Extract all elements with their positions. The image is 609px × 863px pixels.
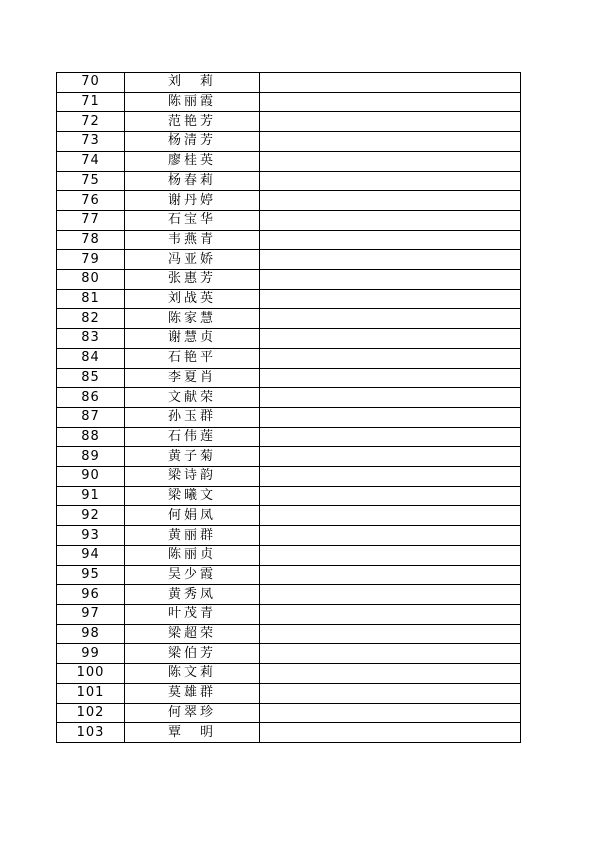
empty-cell (260, 73, 521, 93)
name-cell: 廖桂英 (125, 151, 260, 171)
name-cell: 陈丽霞 (125, 92, 260, 112)
name-cell: 吴少霞 (125, 565, 260, 585)
row-number-cell: 102 (57, 703, 125, 723)
empty-cell (260, 723, 521, 743)
row-number-cell: 84 (57, 348, 125, 368)
table-row (57, 447, 521, 467)
row-number-cell: 92 (57, 506, 125, 526)
row-number-cell: 88 (57, 427, 125, 447)
table-row (57, 664, 521, 684)
empty-cell (260, 191, 521, 211)
name-cell: 梁超荣 (125, 624, 260, 644)
row-number-cell: 101 (57, 683, 125, 703)
table-row (57, 73, 521, 93)
empty-cell (260, 545, 521, 565)
name-cell: 黄子菊 (125, 447, 260, 467)
table-row (57, 250, 521, 270)
empty-cell (260, 270, 521, 290)
name-cell: 何翠珍 (125, 703, 260, 723)
row-number-cell: 90 (57, 467, 125, 487)
row-number-cell: 100 (57, 664, 125, 684)
name-cell: 孙玉群 (125, 407, 260, 427)
empty-cell (260, 703, 521, 723)
table-row (57, 486, 521, 506)
empty-cell (260, 486, 521, 506)
row-number-cell: 75 (57, 171, 125, 191)
table-row (57, 644, 521, 664)
row-number-cell: 78 (57, 230, 125, 250)
row-number-cell: 85 (57, 368, 125, 388)
row-number-cell: 72 (57, 112, 125, 132)
empty-cell (260, 506, 521, 526)
row-number-cell: 87 (57, 407, 125, 427)
row-number-cell: 77 (57, 210, 125, 230)
table-row (57, 151, 521, 171)
name-cell: 杨春莉 (125, 171, 260, 191)
empty-cell (260, 309, 521, 329)
table-row (57, 348, 521, 368)
row-number-cell: 80 (57, 270, 125, 290)
row-number-cell: 83 (57, 329, 125, 349)
table-row (57, 309, 521, 329)
roster-table-body (57, 73, 521, 743)
row-number-cell: 99 (57, 644, 125, 664)
name-cell: 黄丽群 (125, 526, 260, 546)
empty-cell (260, 644, 521, 664)
row-number-cell: 76 (57, 191, 125, 211)
table-row (57, 92, 521, 112)
name-cell: 陈丽贞 (125, 545, 260, 565)
row-number-cell: 93 (57, 526, 125, 546)
table-row (57, 506, 521, 526)
empty-cell (260, 407, 521, 427)
table-row (57, 585, 521, 605)
row-number-cell: 96 (57, 585, 125, 605)
empty-cell (260, 683, 521, 703)
name-cell: 黄秀凤 (125, 585, 260, 605)
empty-cell (260, 565, 521, 585)
empty-cell (260, 250, 521, 270)
name-cell: 范艳芳 (125, 112, 260, 132)
empty-cell (260, 210, 521, 230)
table-row (57, 427, 521, 447)
table-row (57, 112, 521, 132)
row-number-cell: 86 (57, 388, 125, 408)
table-row (57, 368, 521, 388)
name-cell: 莫雄群 (125, 683, 260, 703)
name-cell: 刘战英 (125, 289, 260, 309)
empty-cell (260, 664, 521, 684)
table-row (57, 545, 521, 565)
empty-cell (260, 112, 521, 132)
name-cell: 文献荣 (125, 388, 260, 408)
table-row (57, 388, 521, 408)
name-cell: 何娟凤 (125, 506, 260, 526)
table-row (57, 210, 521, 230)
empty-cell (260, 92, 521, 112)
name-cell: 谢丹婷 (125, 191, 260, 211)
name-cell: 刘 莉 (125, 73, 260, 93)
name-cell: 梁伯芳 (125, 644, 260, 664)
empty-cell (260, 171, 521, 191)
empty-cell (260, 604, 521, 624)
row-number-cell: 70 (57, 73, 125, 93)
name-cell: 韦燕青 (125, 230, 260, 250)
row-number-cell: 91 (57, 486, 125, 506)
name-cell: 李夏肖 (125, 368, 260, 388)
empty-cell (260, 289, 521, 309)
row-number-cell: 79 (57, 250, 125, 270)
table-row (57, 191, 521, 211)
table-row (57, 289, 521, 309)
table-row (57, 526, 521, 546)
table-row (57, 703, 521, 723)
table-row (57, 171, 521, 191)
name-cell: 梁曦文 (125, 486, 260, 506)
row-number-cell: 82 (57, 309, 125, 329)
row-number-cell: 98 (57, 624, 125, 644)
roster-table (56, 72, 521, 743)
empty-cell (260, 624, 521, 644)
name-cell: 谢慧贞 (125, 329, 260, 349)
name-cell: 石宝华 (125, 210, 260, 230)
table-row (57, 132, 521, 152)
row-number-cell: 71 (57, 92, 125, 112)
row-number-cell: 95 (57, 565, 125, 585)
table-row (57, 230, 521, 250)
table-row (57, 604, 521, 624)
row-number-cell: 89 (57, 447, 125, 467)
table-row (57, 407, 521, 427)
empty-cell (260, 388, 521, 408)
name-cell: 覃 明 (125, 723, 260, 743)
table-row (57, 467, 521, 487)
empty-cell (260, 585, 521, 605)
empty-cell (260, 348, 521, 368)
table-row (57, 270, 521, 290)
empty-cell (260, 132, 521, 152)
row-number-cell: 74 (57, 151, 125, 171)
name-cell: 张惠芳 (125, 270, 260, 290)
name-cell: 石艳平 (125, 348, 260, 368)
table-row (57, 723, 521, 743)
table-row (57, 624, 521, 644)
row-number-cell: 94 (57, 545, 125, 565)
empty-cell (260, 329, 521, 349)
empty-cell (260, 368, 521, 388)
table-row (57, 683, 521, 703)
empty-cell (260, 427, 521, 447)
name-cell: 梁诗韵 (125, 467, 260, 487)
row-number-cell: 81 (57, 289, 125, 309)
empty-cell (260, 151, 521, 171)
empty-cell (260, 467, 521, 487)
row-number-cell: 73 (57, 132, 125, 152)
empty-cell (260, 230, 521, 250)
table-row (57, 565, 521, 585)
name-cell: 叶茂青 (125, 604, 260, 624)
name-cell: 陈家慧 (125, 309, 260, 329)
empty-cell (260, 526, 521, 546)
name-cell: 陈文莉 (125, 664, 260, 684)
name-cell: 杨清芳 (125, 132, 260, 152)
name-cell: 冯亚娇 (125, 250, 260, 270)
empty-cell (260, 447, 521, 467)
name-cell: 石伟莲 (125, 427, 260, 447)
row-number-cell: 97 (57, 604, 125, 624)
row-number-cell: 103 (57, 723, 125, 743)
table-row (57, 329, 521, 349)
